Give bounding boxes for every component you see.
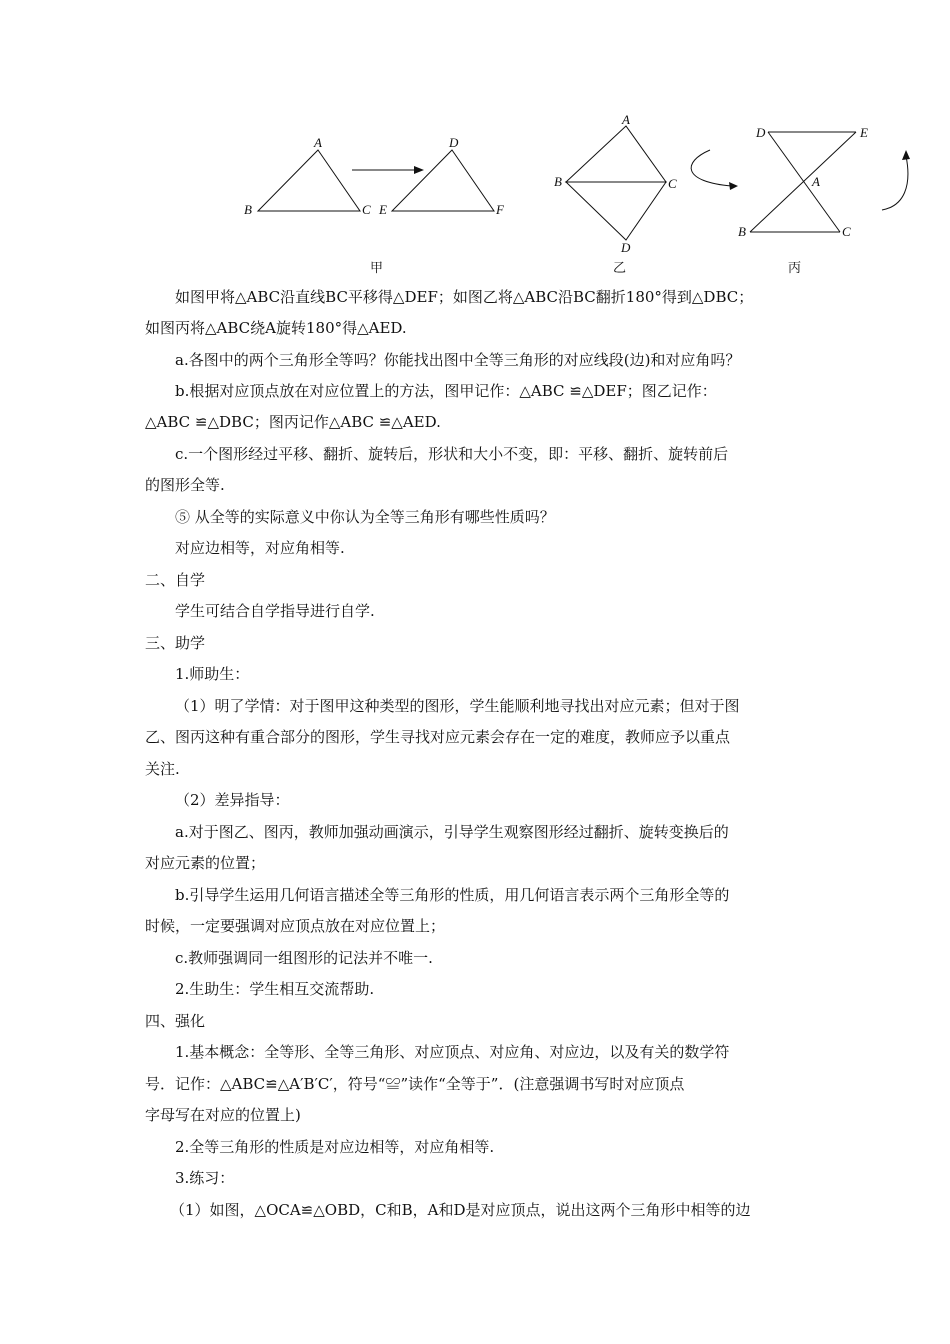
label-d-bing: D bbox=[756, 125, 766, 140]
segment-eb bbox=[750, 132, 856, 232]
label-a-jia: A bbox=[314, 135, 322, 150]
label-b-bing: B bbox=[738, 224, 746, 239]
label-c-yi: C bbox=[668, 176, 677, 191]
paragraph-line: 对应元素的位置； bbox=[145, 854, 266, 872]
triangle-dbc-yi bbox=[566, 182, 666, 240]
rotate-arrow-curve bbox=[882, 156, 908, 210]
paragraph-line: 1.基本概念：全等形、全等三角形、对应顶点、对应角、对应边，以及有关的数学符 bbox=[175, 1043, 730, 1061]
label-a-yi: A bbox=[622, 112, 630, 127]
paragraph-line: 1.师助生： bbox=[175, 665, 250, 683]
flip-arrow-head bbox=[729, 182, 738, 190]
paragraph-line: 时候，一定要强调对应顶点放在对应位置上； bbox=[145, 917, 446, 935]
paragraph-line: 学生可结合自学指导进行自学. bbox=[175, 602, 375, 620]
segment-dc bbox=[768, 132, 840, 232]
label-d-yi: D bbox=[621, 240, 631, 255]
section-heading: 三、助学 bbox=[145, 634, 206, 652]
triangle-abc-yi bbox=[566, 126, 666, 182]
flip-arrow-curve bbox=[691, 150, 732, 186]
label-e-bing: E bbox=[860, 125, 868, 140]
paragraph-line: 如图丙将△ABC绕A旋转180°得△AED. bbox=[145, 319, 407, 337]
label-b-yi: B bbox=[554, 174, 562, 189]
label-e-jia: E bbox=[379, 202, 387, 217]
paragraph-line: 关注. bbox=[145, 760, 180, 778]
rotate-arrow-head bbox=[902, 150, 910, 160]
caption-bing: 丙 bbox=[788, 260, 802, 275]
label-c-jia: C bbox=[362, 202, 371, 217]
paragraph-line: 2.全等三角形的性质是对应边相等，对应角相等. bbox=[175, 1138, 495, 1156]
paragraph-line: b.根据对应顶点放在对应位置上的方法，图甲记作：△ABC ≌△DEF；图乙记作： bbox=[175, 382, 717, 400]
paragraph-line: a.各图中的两个三角形全等吗？你能找出图中全等三角形的对应线段(边)和对应角吗？ bbox=[175, 351, 741, 369]
section-heading: 二、自学 bbox=[145, 571, 206, 589]
label-d-jia: D bbox=[449, 135, 459, 150]
paragraph-line: 2.生助生：学生相互交流帮助. bbox=[175, 980, 375, 998]
paragraph-line: c.教师强调同一组图形的记法并不唯一. bbox=[175, 949, 433, 967]
paragraph-line: 如图甲将△ABC沿直线BC平移得△DEF；如图乙将△ABC沿BC翻折180°得到△DBC； bbox=[175, 288, 754, 306]
label-b-jia: B bbox=[244, 202, 252, 217]
caption-jia: 甲 bbox=[370, 260, 384, 275]
section-heading: 四、强化 bbox=[145, 1012, 206, 1030]
paragraph-line: c.一个图形经过平移、翻折、旋转后，形状和大小不变，即：平移、翻折、旋转前后 bbox=[175, 445, 729, 463]
paragraph-line: 3.练习： bbox=[175, 1169, 235, 1187]
paragraph-line: （1）如图，△OCA≌△OBD，C和B，A和D是对应顶点，说出这两个三角形中相等的边 bbox=[170, 1201, 751, 1219]
paragraph-line: 的图形全等. bbox=[145, 476, 225, 494]
paragraph-line: 对应边相等，对应角相等. bbox=[175, 539, 345, 557]
paragraph-line: b.引导学生运用几何语言描述全等三角形的性质，用几何语言表示两个三角形全等的 bbox=[175, 886, 730, 904]
caption-yi: 乙 bbox=[613, 260, 627, 275]
paragraph-line: ⑤ 从全等的实际意义中你认为全等三角形有哪些性质吗？ bbox=[175, 508, 555, 526]
paragraph-line: 乙、图丙这种有重合部分的图形，学生寻找对应元素会存在一定的难度，教师应予以重点 bbox=[145, 728, 731, 746]
paragraph-line: a.对于图乙、图丙，教师加强动画演示，引导学生观察图形经过翻折、旋转变换后的 bbox=[175, 823, 729, 841]
paragraph-line: （1）明了学情：对于图甲这种类型的图形，学生能顺利地寻找出对应元素；但对于图 bbox=[175, 697, 740, 715]
paragraph-line: 号．记作：△ABC≌△A′B′C′，符号“≌”读作“全等于”．(注意强调书写时对应顶点 bbox=[145, 1075, 685, 1093]
label-c-bing: C bbox=[842, 224, 851, 239]
label-f-jia: F bbox=[496, 202, 504, 217]
label-a-bing: A bbox=[812, 174, 820, 189]
triangle-abc-jia bbox=[258, 150, 360, 211]
translation-arrow-head bbox=[414, 166, 424, 174]
paragraph-line: （2）差异指导： bbox=[175, 791, 290, 809]
transformation-figure bbox=[0, 0, 950, 290]
paragraph-line: 字母写在对应的位置上) bbox=[145, 1106, 301, 1124]
triangle-def-jia bbox=[392, 150, 494, 211]
paragraph-line: △ABC ≌△DBC；图丙记作△ABC ≌△AED. bbox=[145, 413, 441, 431]
